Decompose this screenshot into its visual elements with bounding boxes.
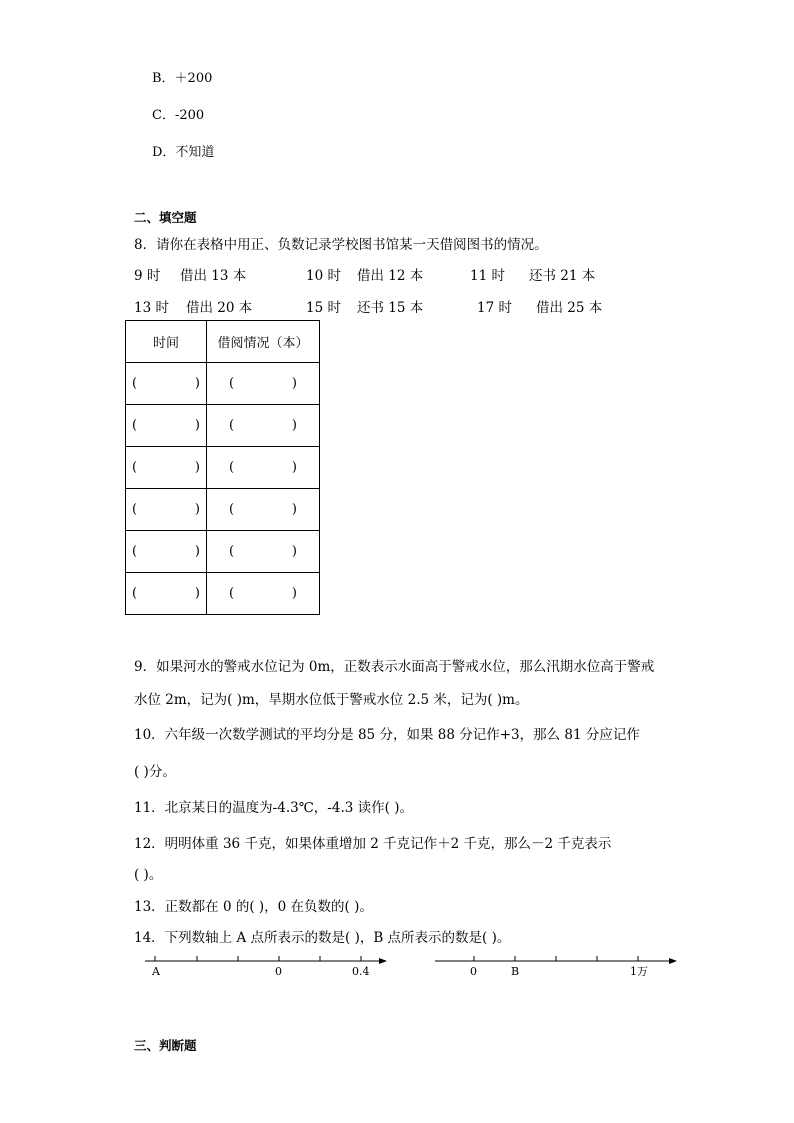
number-line-a xyxy=(140,950,400,980)
record-event: 还书 15 本 xyxy=(357,300,424,316)
option-c: C．-200 xyxy=(152,108,205,123)
record-event: 借出 13 本 xyxy=(180,268,247,284)
question-12-line2: ( )。 xyxy=(134,867,163,883)
blank-borrowing[interactable]: ( ) xyxy=(229,502,297,517)
blank-borrowing[interactable]: ( ) xyxy=(229,544,297,559)
section-heading-judgment: 三、判断题 xyxy=(134,1038,197,1053)
blank-time[interactable]: ( ) xyxy=(132,460,200,475)
record-event: 借出 12 本 xyxy=(357,268,424,284)
record-time: 9 时 xyxy=(134,268,161,284)
question-9-line1: 9．如果河水的警戒水位记为 0m，正数表示水面高于警戒水位，那么汛期水位高于警戒 xyxy=(134,659,655,675)
blank-time[interactable]: ( ) xyxy=(132,586,200,601)
end-label: 0.4 xyxy=(352,965,370,978)
end-label: 1万 xyxy=(630,965,648,978)
record-time: 11 时 xyxy=(470,268,505,284)
header-borrowing: 借阅情况（本） xyxy=(207,321,320,363)
section-heading-fill-in: 二、填空题 xyxy=(134,210,197,225)
option-b: B．＋200 xyxy=(152,71,213,86)
blank-time[interactable]: ( ) xyxy=(132,418,200,433)
option-d: D．不知道 xyxy=(152,145,215,160)
question-11: 11．北京某日的温度为-4.3℃，-4.3 读作( )。 xyxy=(134,800,413,816)
zero-label: 0 xyxy=(275,965,282,978)
question-9-line2: 水位 2m，记为( )m，旱期水位低于警戒水位 2.5 米，记为( )m。 xyxy=(134,692,529,708)
point-a-label: A xyxy=(152,965,160,978)
record-time: 13 时 xyxy=(134,300,169,316)
question-8-text: 8．请你在表格中用正、负数记录学校图书馆某一天借阅图书的情况。 xyxy=(134,237,548,253)
question-12-line1: 12．明明体重 36 千克，如果体重增加 2 千克记作＋2 千克，那么－2 千克表示 xyxy=(134,836,612,852)
blank-borrowing[interactable]: ( ) xyxy=(229,586,297,601)
blank-borrowing[interactable]: ( ) xyxy=(229,376,297,391)
zero-label: 0 xyxy=(470,965,477,978)
record-event: 还书 21 本 xyxy=(529,268,596,284)
blank-borrowing[interactable]: ( ) xyxy=(229,418,297,433)
record-time: 17 时 xyxy=(477,300,512,316)
record-time: 10 时 xyxy=(306,268,341,284)
number-line-b xyxy=(430,950,690,980)
record-event: 借出 20 本 xyxy=(186,300,253,316)
question-14-text: 14．下列数轴上 A 点所表示的数是( )，B 点所表示的数是( )。 xyxy=(134,930,511,946)
record-time: 15 时 xyxy=(306,300,341,316)
question-13: 13．正数都在 0 的( )，0 在负数的( )。 xyxy=(134,899,373,915)
record-event: 借出 25 本 xyxy=(536,300,603,316)
question-10-line1: 10．六年级一次数学测试的平均分是 85 分，如果 88 分记作+3，那么 81 分应记作 xyxy=(134,727,640,743)
blank-borrowing[interactable]: ( ) xyxy=(229,460,297,475)
header-time: 时间 xyxy=(126,321,207,363)
borrowing-record-table xyxy=(125,320,320,615)
blank-time[interactable]: ( ) xyxy=(132,544,200,559)
question-10-line2: ( )分。 xyxy=(134,764,176,780)
point-b-label: B xyxy=(511,965,520,978)
blank-time[interactable]: ( ) xyxy=(132,376,200,391)
blank-time[interactable]: ( ) xyxy=(132,502,200,517)
